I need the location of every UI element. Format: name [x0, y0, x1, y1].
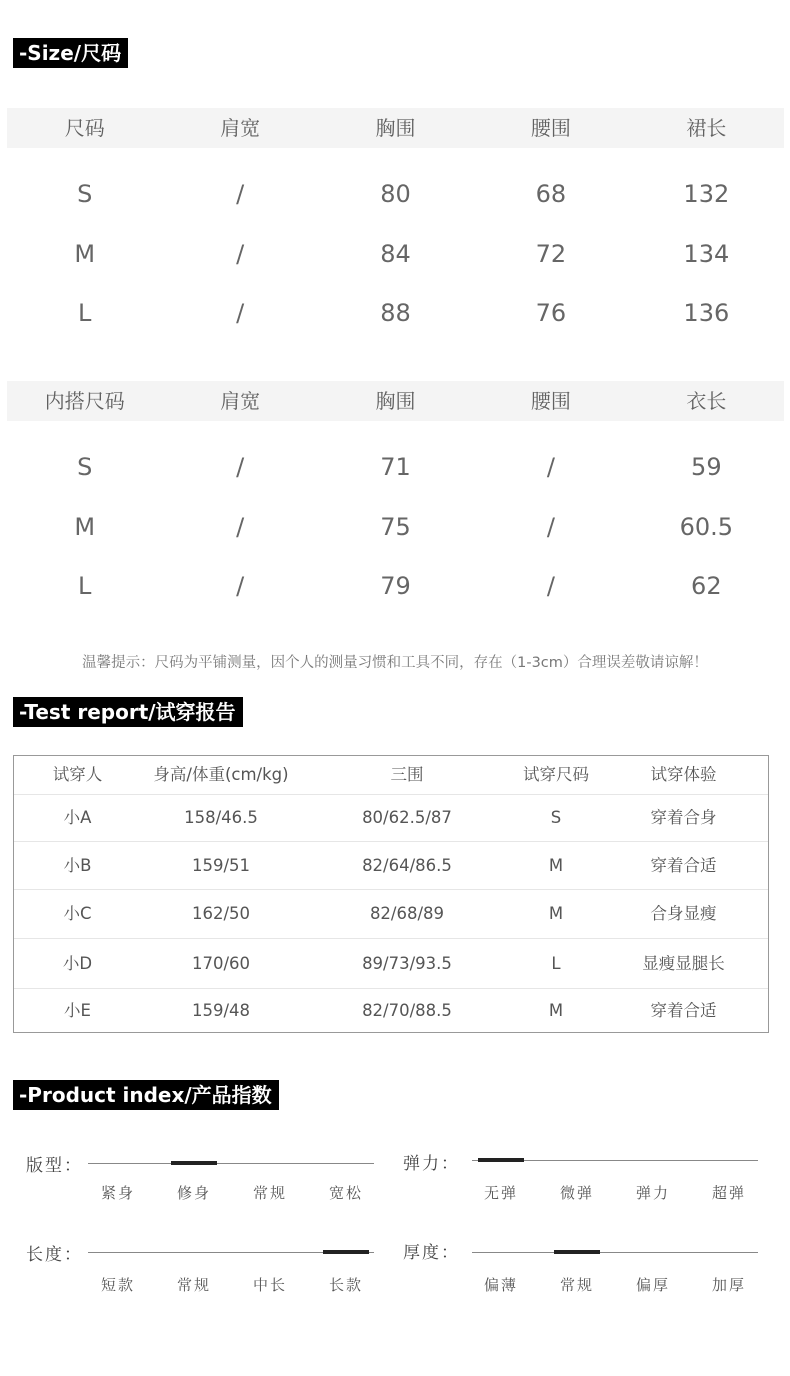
table-cell: 71: [380, 453, 411, 481]
header-cell: 衣长: [686, 389, 727, 413]
table-cell: 穿着合适: [650, 1001, 717, 1020]
product-section-title: -Product index/产品指数: [13, 1080, 279, 1110]
index-option: 偏厚: [635, 1276, 670, 1294]
index-option: 常规: [176, 1276, 211, 1294]
table-cell: 80/62.5/87: [362, 808, 452, 827]
index-option: 宽松: [328, 1184, 363, 1202]
table-cell: /: [546, 453, 555, 481]
index-label-length: 长度：: [26, 1245, 83, 1265]
header-cell: 试穿尺码: [523, 765, 589, 784]
table-row: [14, 939, 768, 989]
index-scale-line: [88, 1163, 374, 1164]
index-option: 无弹: [483, 1184, 518, 1202]
index-options-elasticity: [463, 1182, 767, 1203]
table-cell: /: [236, 239, 245, 268]
table-cell: L: [78, 572, 92, 600]
table-cell: S: [550, 808, 562, 827]
table-cell: 合身显瘦: [650, 904, 717, 923]
table-cell: 82/64/86.5: [362, 856, 452, 875]
table-cell: 159/51: [191, 856, 251, 875]
table-cell: 68: [535, 180, 567, 208]
index-marker: [554, 1250, 600, 1254]
table-cell: 72: [535, 239, 567, 268]
index-options-thickness: [463, 1274, 767, 1295]
table-cell: /: [236, 299, 245, 327]
table-cell: /: [236, 512, 245, 541]
table-cell: /: [546, 572, 555, 600]
table-cell: 162/50: [191, 904, 251, 923]
table-cell: 60.5: [679, 512, 734, 541]
table-cell: 59: [691, 453, 722, 481]
table-cell: 62: [691, 572, 722, 600]
table-cell: /: [236, 180, 245, 208]
index-option: 常规: [559, 1276, 594, 1294]
header-cell: 胸围: [375, 116, 416, 140]
header-cell: 裙长: [686, 116, 727, 140]
table-row: [14, 890, 768, 939]
table-cell: 80: [380, 180, 411, 208]
header-cell: 身高/体重(cm/kg): [153, 765, 289, 784]
test-section-title: -Test report/试穿报告: [13, 697, 243, 727]
index-option: 偏薄: [483, 1276, 518, 1294]
size-table: [7, 108, 784, 344]
table-cell: 显瘦显腿长: [642, 954, 725, 973]
index-marker: [478, 1158, 524, 1162]
index-options-length: [80, 1274, 384, 1295]
index-option: 弹力: [635, 1184, 670, 1202]
header-cell: 腰围: [530, 116, 571, 140]
table-cell: S: [77, 453, 93, 481]
table-cell: 134: [683, 239, 730, 268]
header-cell: 肩宽: [220, 389, 261, 413]
header-cell: 内搭尺码: [44, 389, 125, 413]
table-cell: 穿着合适: [650, 856, 717, 875]
measurement-note: 温馨提示：尺码为平铺测量，因个人的测量习惯和工具不同，存在（1-3cm）合理误差敬请谅解！: [82, 655, 708, 671]
table-row: [7, 498, 784, 558]
index-option: 修身: [176, 1184, 211, 1202]
table-cell: 158/46.5: [184, 808, 258, 827]
inner-size-table-header: [7, 381, 784, 421]
table-row: [7, 284, 784, 344]
table-cell: 82/70/88.5: [362, 1001, 452, 1020]
table-cell: 170/60: [191, 954, 251, 973]
table-row: [14, 795, 768, 842]
table-cell: 穿着合身: [650, 808, 717, 827]
table-cell: 79: [380, 572, 411, 600]
table-cell: 小B: [63, 856, 92, 875]
table-cell: L: [78, 299, 92, 327]
table-cell: 159/48: [191, 1001, 251, 1020]
table-cell: 136: [683, 299, 730, 327]
index-label-fit: 版型：: [26, 1156, 83, 1176]
index-option: 加厚: [711, 1276, 746, 1294]
table-cell: 82/68/89: [369, 904, 445, 923]
index-marker: [323, 1250, 369, 1254]
index-label-thickness: 厚度：: [403, 1243, 460, 1263]
table-row: [14, 989, 768, 1032]
size-section-title: -Size/尺码: [13, 38, 128, 68]
header-cell: 三围: [390, 765, 424, 784]
index-label-elasticity: 弹力：: [403, 1154, 460, 1174]
table-row: [7, 165, 784, 225]
header-cell: 胸围: [375, 389, 416, 413]
table-cell: 84: [380, 239, 411, 268]
inner-size-table: [7, 381, 784, 617]
table-cell: 89/73/93.5: [362, 954, 452, 973]
index-option: 短款: [100, 1276, 135, 1294]
table-cell: 小E: [64, 1001, 91, 1020]
index-option: 微弹: [559, 1184, 594, 1202]
table-cell: /: [546, 512, 555, 541]
test-report-table: [13, 755, 769, 1033]
header-cell: 试穿人: [52, 765, 103, 784]
size-table-header: [7, 108, 784, 148]
table-cell: L: [551, 954, 561, 973]
table-cell: 88: [380, 299, 411, 327]
index-option: 常规: [252, 1184, 287, 1202]
index-options-fit: [80, 1182, 384, 1203]
table-cell: /: [236, 572, 245, 600]
header-cell: 腰围: [530, 389, 571, 413]
table-row: [7, 225, 784, 285]
header-cell: 尺码: [64, 116, 105, 140]
index-option: 紧身: [100, 1184, 135, 1202]
index-marker: [171, 1161, 217, 1165]
index-option: 中长: [252, 1276, 287, 1294]
header-cell: 肩宽: [220, 116, 261, 140]
table-cell: M: [548, 1001, 564, 1020]
table-cell: S: [77, 180, 93, 208]
table-cell: 小A: [63, 808, 92, 827]
table-cell: M: [548, 856, 564, 875]
index-scale-line: [472, 1252, 758, 1253]
table-cell: 132: [683, 180, 730, 208]
table-row: [7, 438, 784, 498]
table-cell: M: [74, 512, 96, 541]
table-cell: M: [548, 904, 564, 923]
table-row: [7, 557, 784, 617]
table-cell: /: [236, 453, 245, 481]
table-cell: 小D: [62, 954, 93, 973]
header-cell: 试穿体验: [650, 765, 717, 784]
index-option: 长款: [328, 1276, 363, 1294]
table-row: [14, 842, 768, 890]
table-cell: 76: [535, 299, 567, 327]
table-cell: 75: [380, 512, 411, 541]
table-cell: M: [74, 239, 96, 268]
index-option: 超弹: [711, 1184, 746, 1202]
test-table-header: [14, 756, 768, 795]
table-cell: 小C: [63, 904, 92, 923]
